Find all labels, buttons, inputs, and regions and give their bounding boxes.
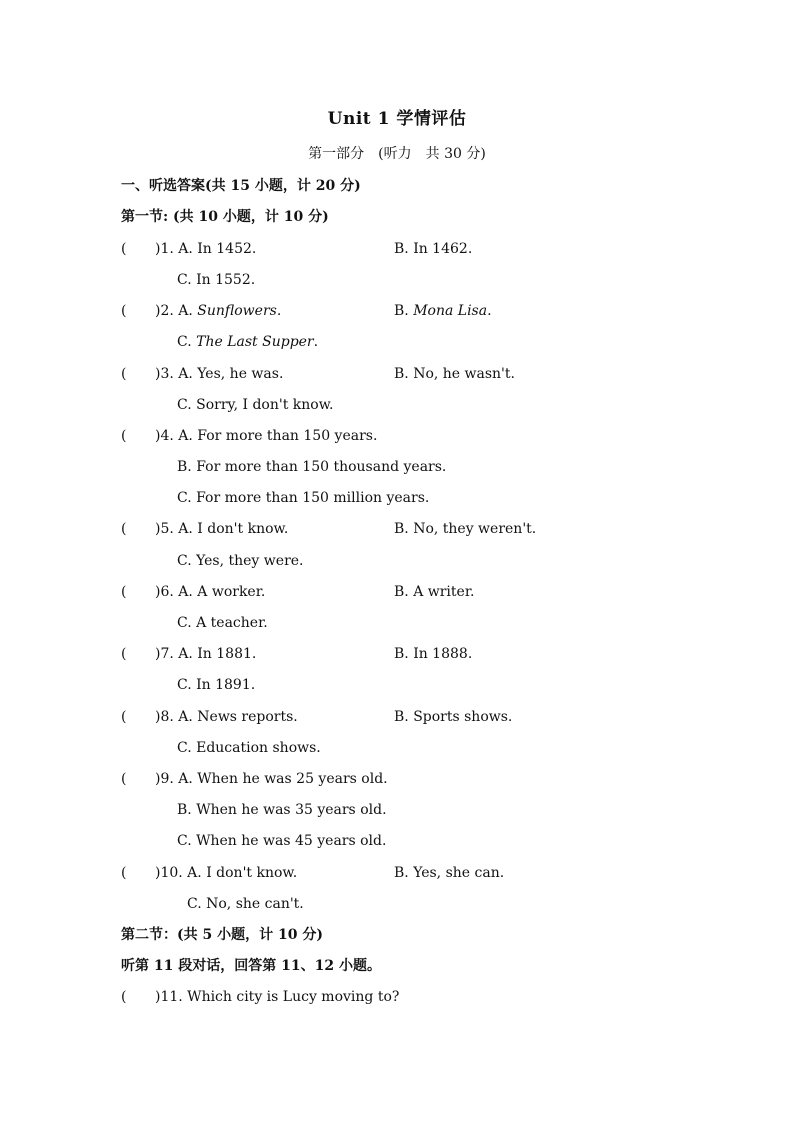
question-6-option-a: )6. A. A worker.	[155, 584, 266, 600]
question-10-option-b: B. Yes, she can.	[394, 865, 505, 881]
question-2-option-b	[394, 301, 492, 321]
answer-bracket[interactable]: (	[121, 584, 127, 600]
question-4-option-b: B. For more than 150 thousand years.	[177, 459, 447, 475]
question-2-prefix: )2. A.	[155, 303, 198, 319]
answer-bracket[interactable]: (	[121, 646, 127, 662]
answer-bracket[interactable]: (	[121, 771, 127, 787]
question-4	[121, 426, 377, 446]
question-5	[121, 519, 288, 539]
answer-bracket[interactable]: (	[121, 989, 127, 1005]
question-1-option-a: )1. A. In 1452.	[155, 241, 257, 257]
question-9-option-a: )9. A. When he was 25 years old.	[155, 771, 388, 787]
question-6-option-c: C. A teacher.	[177, 615, 268, 631]
question-6	[121, 582, 265, 602]
question-3	[121, 364, 283, 384]
question-5-option-c: C. Yes, they were.	[177, 553, 304, 569]
question-10-option-a: )10. A. I don't know.	[155, 865, 298, 881]
question-5-option-b: B. No, they weren't.	[394, 521, 537, 537]
question-8	[121, 707, 298, 727]
option-b-title: Mona Lisa	[413, 303, 488, 319]
answer-bracket[interactable]: (	[121, 241, 127, 257]
question-1	[121, 239, 256, 259]
question-9	[121, 769, 388, 789]
punct: .	[276, 303, 282, 319]
section-heading: 一、听选答案(共 15 小题，计 20 分)	[121, 178, 361, 194]
question-1-option-b: B. In 1462.	[394, 241, 473, 257]
question-9-option-c: C. When he was 45 years old.	[177, 833, 387, 849]
option-c-prefix: C.	[177, 334, 197, 350]
question-4-option-c: C. For more than 150 million years.	[177, 490, 430, 506]
question-3-option-c: C. Sorry, I don't know.	[177, 397, 334, 413]
question-8-option-c: C. Education shows.	[177, 740, 321, 756]
answer-bracket[interactable]: (	[121, 303, 127, 319]
question-7-option-c: C. In 1891.	[177, 677, 256, 693]
question-9-option-b: B. When he was 35 years old.	[177, 802, 387, 818]
question-10	[121, 863, 297, 883]
answer-bracket[interactable]: (	[121, 366, 127, 382]
question-1-option-c: C. In 1552.	[177, 272, 256, 288]
question-4-option-a: )4. A. For more than 150 years.	[155, 428, 378, 444]
question-5-option-a: )5. A. I don't know.	[155, 521, 289, 537]
question-3-option-b: B. No, he wasn't.	[394, 366, 515, 382]
answer-bracket[interactable]: (	[121, 865, 127, 881]
subsection-1-heading: 第一节: (共 10 小题，计 10 分)	[121, 209, 329, 225]
question-2-option-a: Sunflowers	[197, 303, 277, 319]
question-11	[121, 987, 399, 1007]
option-c-title: The Last Supper	[196, 334, 314, 350]
question-10-option-c: C. No, she can't.	[187, 896, 304, 912]
page-title: Unit 1 学情评估	[327, 109, 467, 129]
question-11-text: )11. Which city is Lucy moving to?	[155, 989, 400, 1005]
answer-bracket[interactable]: (	[121, 709, 127, 725]
question-6-option-b: B. A writer.	[394, 584, 475, 600]
question-7-option-b: B. In 1888.	[394, 646, 473, 662]
punct: .	[487, 303, 492, 319]
question-3-option-a: )3. A. Yes, he was.	[155, 366, 284, 382]
question-8-option-a: )8. A. News reports.	[155, 709, 298, 725]
question-8-option-b: B. Sports shows.	[394, 709, 513, 725]
question-7-option-a: )7. A. In 1881.	[155, 646, 257, 662]
answer-bracket[interactable]: (	[121, 428, 127, 444]
question-2	[121, 301, 281, 321]
question-7	[121, 644, 256, 664]
subsection-2-heading: 第二节：(共 5 小题，计 10 分)	[121, 927, 323, 943]
question-2-option-c	[177, 332, 318, 352]
listening-instruction: 听第 11 段对话，回答第 11、12 小题。	[121, 958, 381, 974]
punct: .	[313, 334, 319, 350]
part-heading: 第一部分 (听力 共 30 分)	[308, 146, 486, 162]
option-b-prefix: B.	[394, 303, 414, 319]
answer-bracket[interactable]: (	[121, 521, 127, 537]
